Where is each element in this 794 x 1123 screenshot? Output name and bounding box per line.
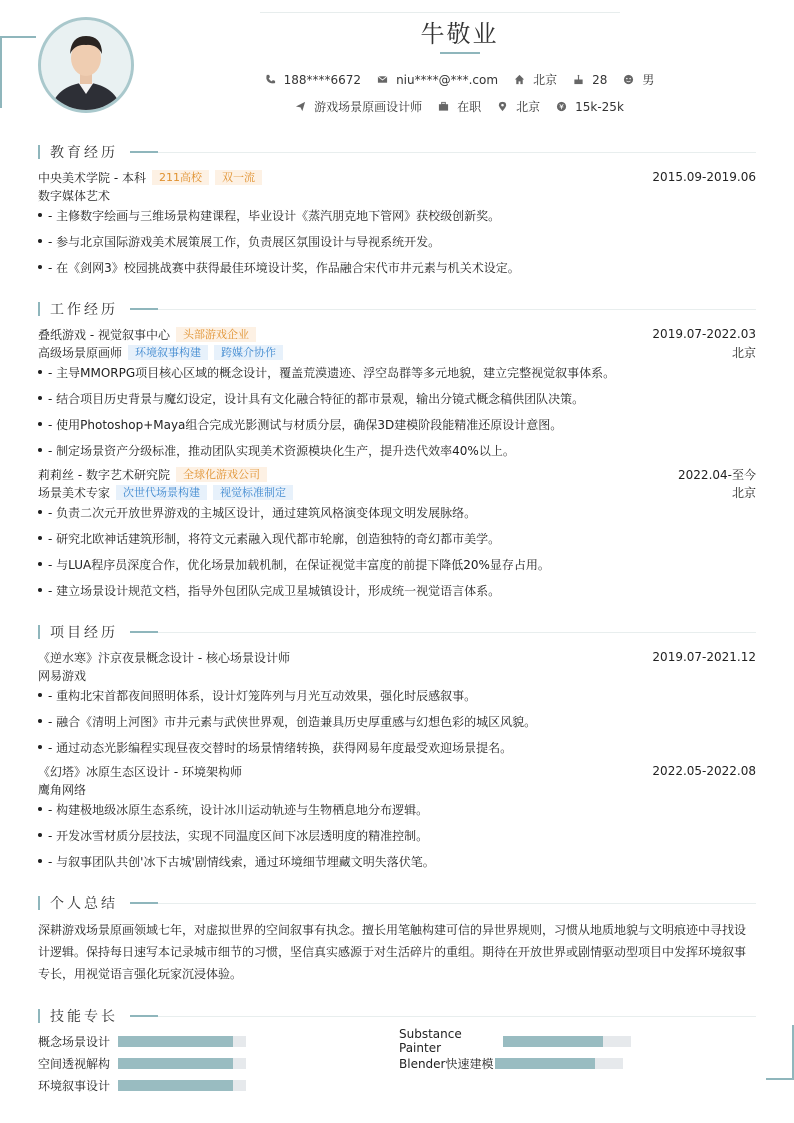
skill-bar (118, 1058, 246, 1069)
section-work (38, 299, 756, 319)
salary-text: 15k-25k (575, 99, 624, 114)
contact-row (0, 71, 794, 88)
work-city: 北京 (731, 485, 756, 500)
section-summary (38, 893, 756, 913)
project-org-row (38, 667, 756, 683)
position-item (295, 98, 422, 115)
section-marker (38, 625, 40, 639)
skill-level (118, 1036, 233, 1047)
major: 数字媒体艺术 (38, 188, 111, 203)
section-marker (38, 302, 40, 316)
corner-decoration (766, 1078, 794, 1080)
role-title: 场景美术专家 (38, 485, 111, 500)
section-skills (38, 1006, 756, 1026)
section-divider (158, 632, 756, 633)
skill-bar (503, 1036, 631, 1047)
list-item: - 制定场景资产分级标准，推动团队实现美术资源模块化生产，提升迭代效率40%以上。 (38, 442, 756, 458)
location-pin-icon (497, 101, 508, 112)
work-date: 2019.07-2022.03 (652, 327, 756, 341)
work-role-row (38, 344, 756, 360)
status-item (438, 98, 481, 115)
gender-item (623, 71, 654, 88)
section-divider (158, 309, 756, 310)
section-title: 教育经历 (50, 145, 118, 161)
skill-item (38, 1056, 246, 1070)
list-item: - 负责二次元开放世界游戏的主城区设计，通过建筑风格演变体现文明发展脉络。 (38, 504, 756, 520)
section-marker (38, 1009, 40, 1023)
list-item: - 研究北欧神话建筑形制，将符文元素融入现代都市轮廓，创造独特的奇幻都市美学。 (38, 530, 756, 546)
role-tag: 视觉标准制定 (213, 485, 293, 500)
age-text: 28 (592, 72, 608, 87)
project-title: 《逆水寒》汴京夜景概念设计 - 核心场景设计师 (38, 650, 290, 665)
list-item: - 建立场景设计规范文档，指导外包团队完成卫星城镇设计，形成统一视觉语言体系。 (38, 582, 756, 598)
project-date: 2019.07-2021.12 (652, 650, 756, 664)
list-item: - 与LUA程序员深度合作，优化场景加载机制，在保证视觉丰富度的前提下降低20%显存占用。 (38, 556, 756, 572)
skill-name: Substance Painter (399, 1027, 462, 1055)
name-underline (440, 52, 480, 54)
list-item: - 开发冰雪材质分层技法，实现不同温度区间下冰层透明度的精准控制。 (38, 827, 756, 843)
list-item: - 结合项目历史背景与魔幻设定，设计具有文化融合特征的都市景观，输出分镜式概念稿供团队决策。 (38, 390, 756, 406)
section-title: 技能专长 (50, 1009, 118, 1025)
role-tag: 跨媒介协作 (214, 345, 283, 360)
skill-bar (118, 1080, 246, 1091)
section-dash (130, 151, 158, 153)
project-org-row (38, 781, 756, 797)
section-dash (130, 631, 158, 633)
phone-icon (265, 74, 276, 85)
top-divider (260, 12, 620, 13)
project-org: 鹰角网络 (38, 782, 87, 797)
education-date: 2015.09-2019.06 (652, 170, 756, 184)
section-divider (158, 1016, 756, 1017)
role-title: 高级场景原画师 (38, 345, 123, 360)
school-tag: 211高校 (152, 170, 209, 185)
skill-level (118, 1080, 233, 1091)
work-date: 2022.04-至今 (678, 467, 756, 482)
section-dash (130, 902, 158, 904)
skill-level (503, 1036, 603, 1047)
list-item: - 与叙事团队共创'冰下古城'剧情线索，通过环境细节埋藏文明失落伏笔。 (38, 853, 756, 869)
section-education (38, 142, 756, 162)
skill-name: 空间透视解构 (38, 1056, 111, 1071)
work-city-text: 北京 (516, 100, 541, 114)
cake-icon (573, 74, 584, 85)
list-item: - 主修数字绘画与三维场景构建课程，毕业设计《蒸汽朋克地下管网》获校级创新奖。 (38, 207, 756, 223)
section-dash (130, 308, 158, 310)
summary-text: 深耕游戏场景原画领域七年，对虚拟世界的空间叙事有执念。擅长用笔触构建可信的异世界规则，习惯从地质地貌与文明痕迹中寻找设计逻辑。保持每日速写本记录城市细节的习惯，坚信真实感源于对生活碎片的重组。期待在开放世界或剧情驱动型项目中发挥环境叙事专长，用视觉语言强化玩家沉浸体验。 (38, 923, 747, 981)
company-tag: 全球化游戏公司 (176, 467, 267, 482)
email-text: niu****@***.com (396, 72, 499, 87)
role-tag: 次世代场景构建 (116, 485, 207, 500)
position-text: 游戏场景原画设计师 (314, 100, 423, 114)
project-date: 2022.05-2022.08 (652, 764, 756, 778)
list-item: - 融合《清明上河图》市井元素与武侠世界观，创造兼具历史厚重感与幻想色彩的城区风貌。 (38, 713, 756, 729)
skill-name: 环境叙事设计 (38, 1078, 111, 1093)
project-header (38, 649, 756, 665)
section-projects (38, 622, 756, 642)
work-city-item (497, 98, 540, 115)
work-city: 北京 (731, 345, 756, 360)
company-tag: 头部游戏企业 (176, 327, 256, 342)
section-divider (158, 152, 756, 153)
intent-row (0, 98, 794, 115)
role-tag: 环境叙事构建 (128, 345, 208, 360)
list-item: - 主导MMORPG项目核心区域的概念设计，覆盖荒漠遗迹、浮空岛群等多元地貌，建立完整视觉叙事体系。 (38, 364, 756, 380)
send-icon (295, 101, 306, 112)
skill-bar (118, 1036, 246, 1047)
home-text: 北京 (533, 73, 558, 87)
project-header (38, 763, 756, 779)
section-title: 个人总结 (50, 896, 118, 912)
skill-level (495, 1058, 595, 1069)
home-icon (514, 74, 525, 85)
section-title: 工作经历 (50, 302, 118, 318)
company-name: 叠纸游戏 - 视觉叙事中心 (38, 327, 170, 342)
skill-name: 概念场景设计 (38, 1034, 111, 1049)
skill-bar (495, 1058, 623, 1069)
work-header (38, 326, 756, 342)
age-item (573, 73, 607, 87)
email-item (377, 73, 498, 87)
list-item: - 参与北京国际游戏美术展策展工作，负责展区氛围设计与导视系统开发。 (38, 233, 756, 249)
gender-icon (623, 74, 634, 85)
list-item: - 通过动态光影编程实现昼夜交替时的场景情绪转换，获得网易年度最受欢迎场景提名。 (38, 739, 756, 755)
education-header (38, 169, 756, 185)
gender-text: 男 (642, 73, 655, 87)
company-name: 莉莉丝 - 数字艺术研究院 (38, 467, 170, 482)
list-item: - 重构北宋首都夜间照明体系，设计灯笼阵列与月光互动效果，强化时辰感叙事。 (38, 687, 756, 703)
work-role-row (38, 484, 756, 500)
salary-item (556, 100, 624, 114)
skill-level (118, 1058, 233, 1069)
phone-text: 188****6672 (283, 72, 362, 87)
mail-icon (377, 74, 388, 85)
education-major-row (38, 187, 756, 203)
project-org: 网易游戏 (38, 668, 87, 683)
section-marker (38, 145, 40, 159)
skill-name: Blender快速建模 (399, 1056, 494, 1071)
school-name: 中央美术学院 - 本科 (38, 170, 146, 185)
salary-icon (556, 101, 567, 112)
section-marker (38, 896, 40, 910)
skill-item (38, 1078, 246, 1092)
section-dash (130, 1015, 158, 1017)
work-header (38, 466, 756, 482)
skill-item (399, 1027, 631, 1055)
list-item: - 使用Photoshop+Maya组合完成光影测试与材质分层，确保3D建模阶段能精准还原设计意图。 (38, 416, 756, 432)
list-item: - 在《剑网3》校园挑战赛中获得最佳环境设计奖，作品融合宋代市井元素与机关术设定。 (38, 259, 756, 275)
section-title: 项目经历 (50, 625, 118, 641)
project-title: 《幻塔》冰原生态区设计 - 环境架构师 (38, 764, 242, 779)
briefcase-icon (438, 101, 449, 112)
skill-item (399, 1056, 623, 1070)
skill-item (38, 1034, 246, 1048)
phone-item (265, 73, 361, 87)
section-divider (158, 903, 756, 904)
status-text: 在职 (457, 100, 482, 114)
list-item: - 构建极地级冰原生态系统，设计冰川运动轨迹与生物栖息地分布逻辑。 (38, 801, 756, 817)
home-item (514, 71, 557, 88)
candidate-name: 牛敬业 (420, 20, 499, 48)
school-tag: 双一流 (215, 170, 262, 185)
